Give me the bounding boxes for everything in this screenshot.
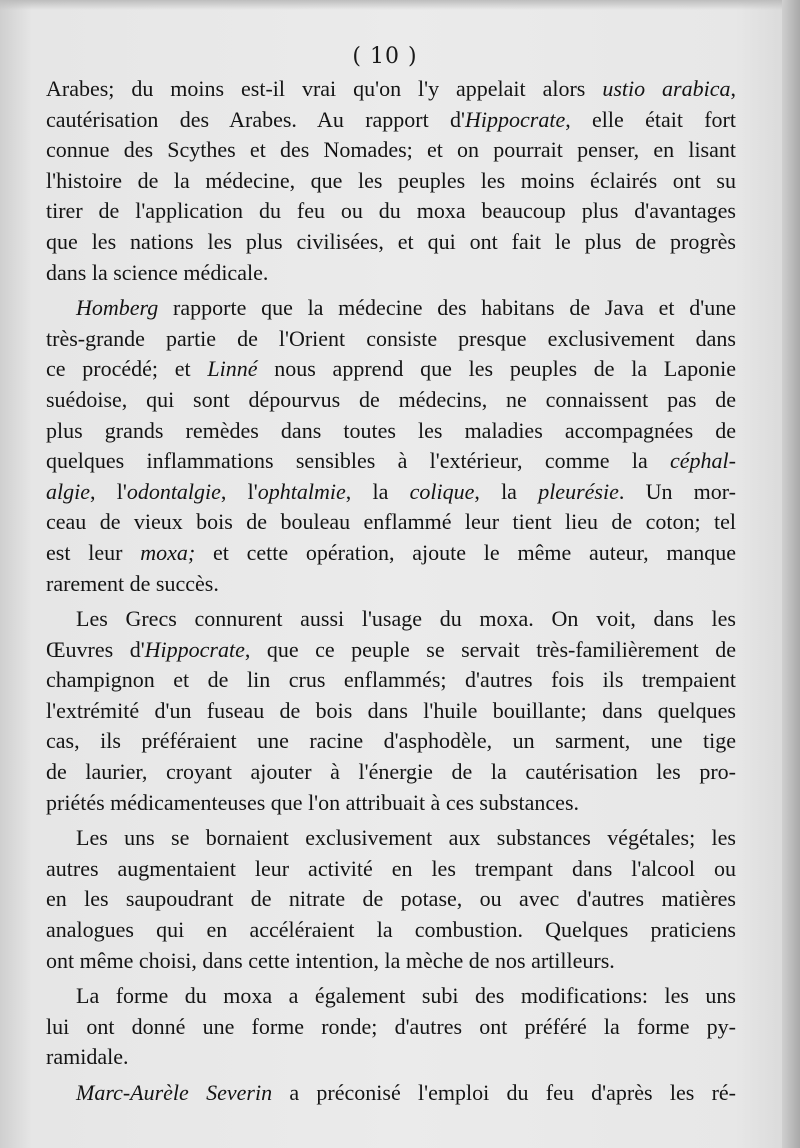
text-segment: , la [345, 478, 410, 504]
text-segment: l'extrémité d'un fuseau de bois dans l'huile bouillante; dans quelques [46, 697, 736, 723]
text-segment: nous apprend que les peuples de la Laponie [257, 356, 736, 382]
text-segment: tirer de l'application du feu ou du moxa beaucoup plus d'avantages [46, 198, 736, 224]
italic-text: ustio arabica [602, 76, 731, 101]
text-segment: plus grands remèdes dans toutes les maladies accompagnées de [46, 417, 736, 443]
italic-text: céphal- [670, 448, 736, 474]
text-segment: Œuvres d' [46, 636, 145, 662]
italic-text: Linné [207, 356, 258, 382]
text-line [46, 604, 736, 635]
text-line [46, 569, 736, 600]
page-number: ( 10 ) [352, 44, 418, 69]
text-segment: ramidale. [46, 1044, 129, 1070]
text-line [46, 166, 736, 197]
text-segment: très-grande partie de l'Orient consiste presque exclusivement dans [46, 325, 736, 351]
text-segment: Arabes; du moins est-il vrai qu'on l'y appelait alors [46, 76, 603, 101]
page-right-edge [782, 0, 800, 1148]
text-line [46, 1042, 736, 1073]
italic-text: Hippocrate [465, 106, 566, 132]
text-line [46, 538, 736, 569]
text-segment: , que ce peuple se servait très-familièrement de [244, 636, 736, 662]
italic-text: colique [409, 478, 475, 504]
text-segment: de laurier, croyant ajouter à l'énergie de la cautérisation les pro- [46, 759, 736, 785]
text-segment: priétés médicamenteuses que l'on attribuait à ces substances. [46, 789, 580, 815]
text-line [46, 196, 736, 227]
text-segment: quelques inflammations sensibles à l'extérieur, comme la [46, 448, 671, 474]
text-line [46, 981, 736, 1012]
text-segment: , l' [220, 478, 258, 504]
text-segment: , [730, 76, 736, 101]
text-line [46, 726, 736, 757]
text-line [46, 446, 736, 477]
italic-text: Hippocrate [144, 636, 245, 662]
text-segment: que les nations les plus civilisées, et qui ont fait le plus de progrès [46, 228, 736, 254]
text-segment: suédoise, qui sont dépourvus de médecins, ne connaissent pas de [46, 386, 736, 412]
text-line [46, 788, 736, 819]
text-line [46, 757, 736, 788]
text-segment: en les saupoudrant de nitrate de potase, ou avec d'autres matières [46, 886, 736, 912]
text-line [46, 915, 736, 946]
text-segment: , la [474, 478, 539, 504]
text-line [46, 258, 736, 289]
text-line [46, 823, 736, 854]
body-text [46, 74, 736, 1109]
text-segment: l'histoire de la médecine, que les peuples les moins éclairés ont su [46, 167, 736, 193]
italic-text: ophtalmie [257, 478, 346, 504]
text-segment: analogues qui en accéléraient la combustion. Quelques praticiens [46, 917, 736, 943]
text-segment: cas, ils préféraient une racine d'asphodèle, un sarment, une tige [46, 728, 736, 754]
text-line [46, 1078, 736, 1109]
text-line [46, 884, 736, 915]
text-line [46, 696, 736, 727]
text-segment: est leur [46, 539, 141, 565]
text-segment: lui ont donné une forme ronde; d'autres ont préféré la forme py- [46, 1013, 736, 1039]
text-segment: cautérisation des Arabes. Au rapport d' [46, 106, 465, 132]
text-line [46, 635, 736, 666]
text-line [46, 354, 736, 385]
text-segment: autres augmentaient leur activité en les trempant dans l'alcool ou [46, 855, 736, 881]
text-line [46, 135, 736, 166]
text-segment: . Un mor- [618, 478, 737, 504]
text-line [46, 477, 736, 508]
text-line [46, 293, 736, 324]
italic-text: pleurésie [538, 478, 619, 504]
text-line [46, 665, 736, 696]
text-line [46, 854, 736, 885]
text-line [46, 105, 736, 136]
text-line [46, 227, 736, 258]
text-line [46, 416, 736, 447]
text-segment: et cette opération, ajoute le même auteur, manque [195, 539, 736, 565]
italic-text: Marc-Aurèle Severin [76, 1080, 273, 1105]
page-top-shadow [0, 0, 800, 10]
text-segment: rapporte que la médecine des habitans de Java et d'une [158, 295, 736, 321]
text-segment: La forme du moxa a également subi des modifications: les uns [76, 983, 736, 1009]
italic-text: odontalgie [126, 478, 221, 504]
text-segment: Les Grecs connurent aussi l'usage du moxa. On voit, dans les [76, 606, 736, 632]
text-line [46, 385, 736, 416]
text-segment: , l' [90, 478, 127, 504]
italic-text: Homberg [76, 295, 159, 321]
text-segment: Les uns se bornaient exclusivement aux substances végétales; les [76, 825, 736, 851]
text-line [46, 74, 736, 105]
text-segment: champignon et de lin crus enflammés; d'autres fois ils trempaient [46, 667, 736, 693]
text-line [46, 946, 736, 977]
text-segment: connue des Scythes et des Nomades; et on pourrait penser, en lisant [46, 137, 736, 163]
text-segment: dans la science médicale. [46, 259, 269, 285]
text-segment: rarement de succès. [46, 570, 219, 596]
text-segment: ont même choisi, dans cette intention, la mèche de nos artilleurs. [46, 947, 615, 973]
text-line [46, 1012, 736, 1043]
text-segment: ceau de vieux bois de bouleau enflammé leur tient lieu de coton; tel [46, 509, 736, 535]
text-segment: ce procédé; et [46, 356, 208, 382]
text-segment: , elle était fort [565, 106, 736, 132]
text-line [46, 324, 736, 355]
italic-text: moxa; [140, 539, 196, 565]
text-segment: a préconisé l'emploi du feu d'après les ré- [272, 1080, 736, 1105]
italic-text: algie [46, 478, 90, 504]
text-line [46, 507, 736, 538]
